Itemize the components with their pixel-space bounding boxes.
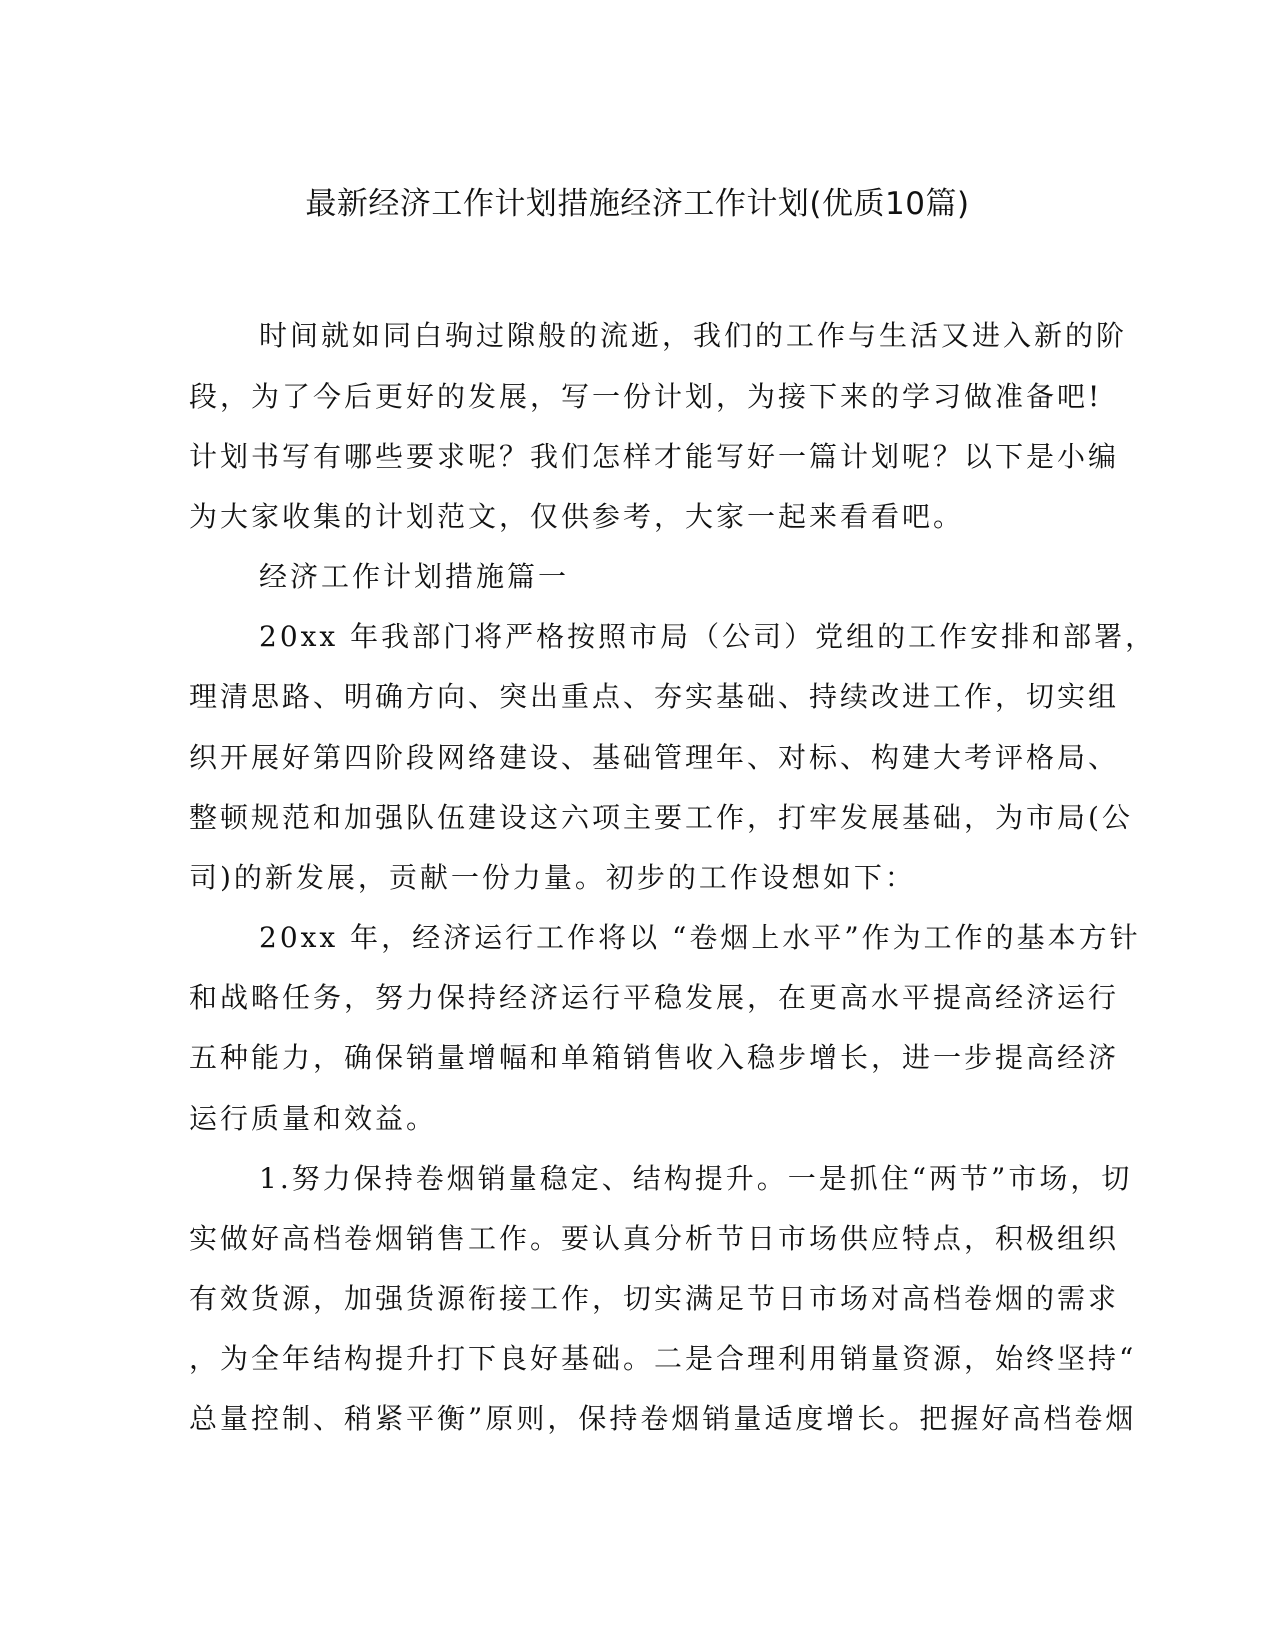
paragraph-line: 时间就如同白驹过隙般的流逝，我们的工作与生活又进入新的阶 — [259, 319, 1128, 352]
paragraph-line: 整顿规范和加强队伍建设这六项主要工作，打牢发展基础，为市局(公 — [189, 801, 1133, 834]
paragraph-line: ，为全年结构提升打下良好基础。二是合理利用销量资源，始终坚持“ — [189, 1342, 1137, 1375]
paragraph-line: 20xx 年我部门将严格按照市局（公司）党组的工作安排和部署， — [259, 620, 1157, 653]
paragraph-line: 20xx 年，经济运行工作将以 “卷烟上水平”作为工作的基本方针 — [259, 921, 1141, 954]
document-title: 最新经济工作计划措施经济工作计划(优质10篇) — [305, 186, 970, 222]
paragraph-line: 计划书写有哪些要求呢？我们怎样才能写好一篇计划呢？以下是小编 — [189, 440, 1120, 473]
paragraph-line: 织开展好第四阶段网络建设、基础管理年、对标、构建大考评格局、 — [189, 741, 1120, 774]
paragraph-line: 段，为了今后更好的发展，写一份计划，为接下来的学习做准备吧! — [189, 380, 1103, 413]
paragraph-line: 运行质量和效益。 — [189, 1102, 438, 1135]
section-heading: 经济工作计划措施篇一 — [259, 560, 570, 593]
paragraph-line: 总量控制、稍紧平衡”原则，保持卷烟销量适度增长。把握好高档卷烟 — [189, 1402, 1137, 1435]
paragraph-line: 有效货源，加强货源衔接工作，切实满足节日市场对高档卷烟的需求 — [189, 1282, 1120, 1315]
paragraph-line: 为大家收集的计划范文，仅供参考，大家一起来看看吧。 — [189, 500, 965, 533]
paragraph-line: 司)的新发展，贡献一份力量。初步的工作设想如下： — [189, 861, 916, 894]
paragraph-line: 五种能力，确保销量增幅和单箱销售收入稳步增长，进一步提高经济 — [189, 1041, 1120, 1074]
paragraph-line: 实做好高档卷烟销售工作。要认真分析节日市场供应特点，积极组织 — [189, 1222, 1120, 1255]
paragraph-line: 和战略任务，努力保持经济运行平稳发展，在更高水平提高经济运行 — [189, 981, 1120, 1014]
paragraph-line: 理清思路、明确方向、突出重点、夯实基础、持续改进工作，切实组 — [189, 680, 1120, 713]
paragraph-line: 1.努力保持卷烟销量稳定、结构提升。一是抓住“两节”市场，切 — [259, 1162, 1133, 1195]
